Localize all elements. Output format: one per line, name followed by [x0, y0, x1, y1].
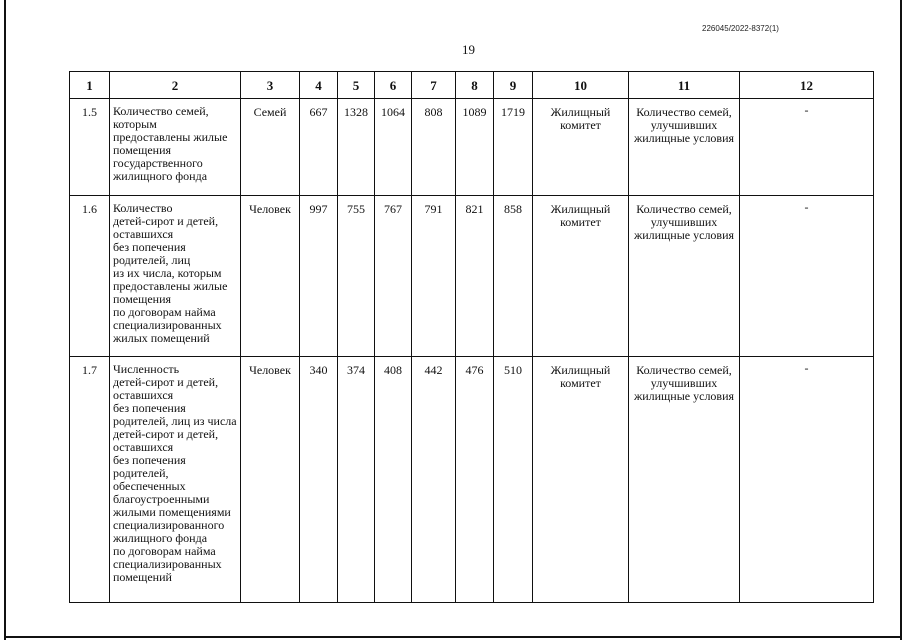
name-line: жилых помещений [113, 331, 210, 345]
column-header: 8 [456, 72, 494, 99]
value-cell: 1089 [456, 99, 494, 196]
name-line: помещения [113, 143, 172, 157]
name-line: предоставлены жилые [113, 279, 228, 293]
value-cell: 755 [338, 196, 375, 357]
name-line: Количество [113, 201, 173, 215]
column-header: 6 [375, 72, 412, 99]
name-line: помещений [113, 570, 172, 584]
name-line: без попечения [113, 401, 186, 415]
name-line: предоставлены жилые [113, 130, 228, 144]
table-row [70, 357, 874, 603]
responsible-line: комитет [560, 118, 601, 132]
responsible-line: комитет [560, 376, 601, 390]
column-header: 1 [70, 72, 110, 99]
name-line: государственного [113, 156, 203, 170]
indicator-line: жилищные условия [633, 389, 735, 403]
name-line: родителей, [113, 466, 169, 480]
name-line: детей-сирот и детей, [113, 427, 219, 441]
unit-cell: Семей [241, 99, 300, 196]
name-line: благоустроенными [113, 492, 210, 506]
value-cell: 1064 [375, 99, 412, 196]
indicator-line: Количество семей, [636, 202, 732, 216]
name-line: специализированного [113, 518, 225, 532]
name-line: Количество семей, [113, 104, 209, 118]
indicator-line: улучшивших [650, 215, 718, 229]
name-line: родителей, лиц из числа [113, 414, 237, 428]
header-row [70, 72, 874, 99]
name-line: из их числа, которым [113, 266, 222, 280]
unit-cell: Человек [241, 357, 300, 603]
name-line: без попечения [113, 240, 186, 254]
indicator-line: Количество семей, [636, 363, 732, 377]
value-cell: 340 [300, 357, 338, 603]
value-cell: 374 [338, 357, 375, 603]
row-number: 1.6 [70, 196, 110, 357]
name-line: без попечения [113, 453, 186, 467]
responsible-cell [533, 196, 629, 357]
value-cell: 476 [456, 357, 494, 603]
indicator-line: жилищные условия [633, 228, 735, 242]
indicator-line: Количество семей, [636, 105, 732, 119]
responsible-line: Жилищный [550, 363, 611, 377]
note-cell: - [740, 99, 874, 196]
value-cell: 442 [412, 357, 456, 603]
name-line: оставшихся [113, 388, 174, 402]
value-cell: 1328 [338, 99, 375, 196]
row-number: 1.5 [70, 99, 110, 196]
name-line: помещения [113, 292, 172, 306]
column-header: 9 [494, 72, 533, 99]
unit-cell: Человек [241, 196, 300, 357]
responsible-line: Жилищный [550, 105, 611, 119]
indicator-line: жилищные условия [633, 131, 735, 145]
indicator-name [110, 99, 241, 196]
name-line: обеспеченных [113, 479, 186, 493]
note-cell: - [740, 196, 874, 357]
name-line: специализированных [113, 557, 222, 571]
note-cell: - [740, 357, 874, 603]
name-line: оставшихся [113, 227, 174, 241]
scan-border-left [4, 0, 6, 640]
column-header: 12 [740, 72, 874, 99]
value-cell: 997 [300, 196, 338, 357]
value-cell: 408 [375, 357, 412, 603]
value-cell: 858 [494, 196, 533, 357]
indicator-line: улучшивших [650, 118, 718, 132]
value-cell: 808 [412, 99, 456, 196]
name-line: по договорам найма [113, 305, 216, 319]
responsible-cell [533, 99, 629, 196]
indicator-name [110, 357, 241, 603]
name-line: Численность [113, 362, 180, 376]
column-header: 7 [412, 72, 456, 99]
value-cell: 667 [300, 99, 338, 196]
value-cell: 1719 [494, 99, 533, 196]
result-indicator-cell [629, 99, 740, 196]
responsible-cell [533, 357, 629, 603]
table-row [70, 99, 874, 196]
name-line: жилищного фонда [113, 169, 208, 183]
column-header: 3 [241, 72, 300, 99]
page-number: 19 [462, 42, 475, 57]
name-line: которым [113, 117, 157, 131]
indicator-line: улучшивших [650, 376, 718, 390]
scan-border-right [900, 0, 902, 640]
name-line: жилищного фонда [113, 531, 208, 545]
responsible-line: Жилищный [550, 202, 611, 216]
result-indicator-cell [629, 196, 740, 357]
column-header: 10 [533, 72, 629, 99]
scan-border-bottom [4, 636, 902, 638]
data-table [69, 71, 874, 603]
indicator-name [110, 196, 241, 357]
name-line: детей-сирот и детей, [113, 214, 219, 228]
value-cell: 510 [494, 357, 533, 603]
name-line: родителей, лиц [113, 253, 191, 267]
name-line: специализированных [113, 318, 222, 332]
value-cell: 791 [412, 196, 456, 357]
name-line: по договорам найма [113, 544, 216, 558]
result-indicator-cell [629, 357, 740, 603]
column-header: 11 [629, 72, 740, 99]
table-row [70, 196, 874, 357]
column-header: 4 [300, 72, 338, 99]
name-line: оставшихся [113, 440, 174, 454]
responsible-line: комитет [560, 215, 601, 229]
name-line: жилыми помещениями [113, 505, 231, 519]
value-cell: 767 [375, 196, 412, 357]
document-id: 226045/2022-8372(1) [702, 24, 779, 33]
column-header: 5 [338, 72, 375, 99]
name-line: детей-сирот и детей, [113, 375, 219, 389]
row-number: 1.7 [70, 357, 110, 603]
column-header: 2 [110, 72, 241, 99]
value-cell: 821 [456, 196, 494, 357]
